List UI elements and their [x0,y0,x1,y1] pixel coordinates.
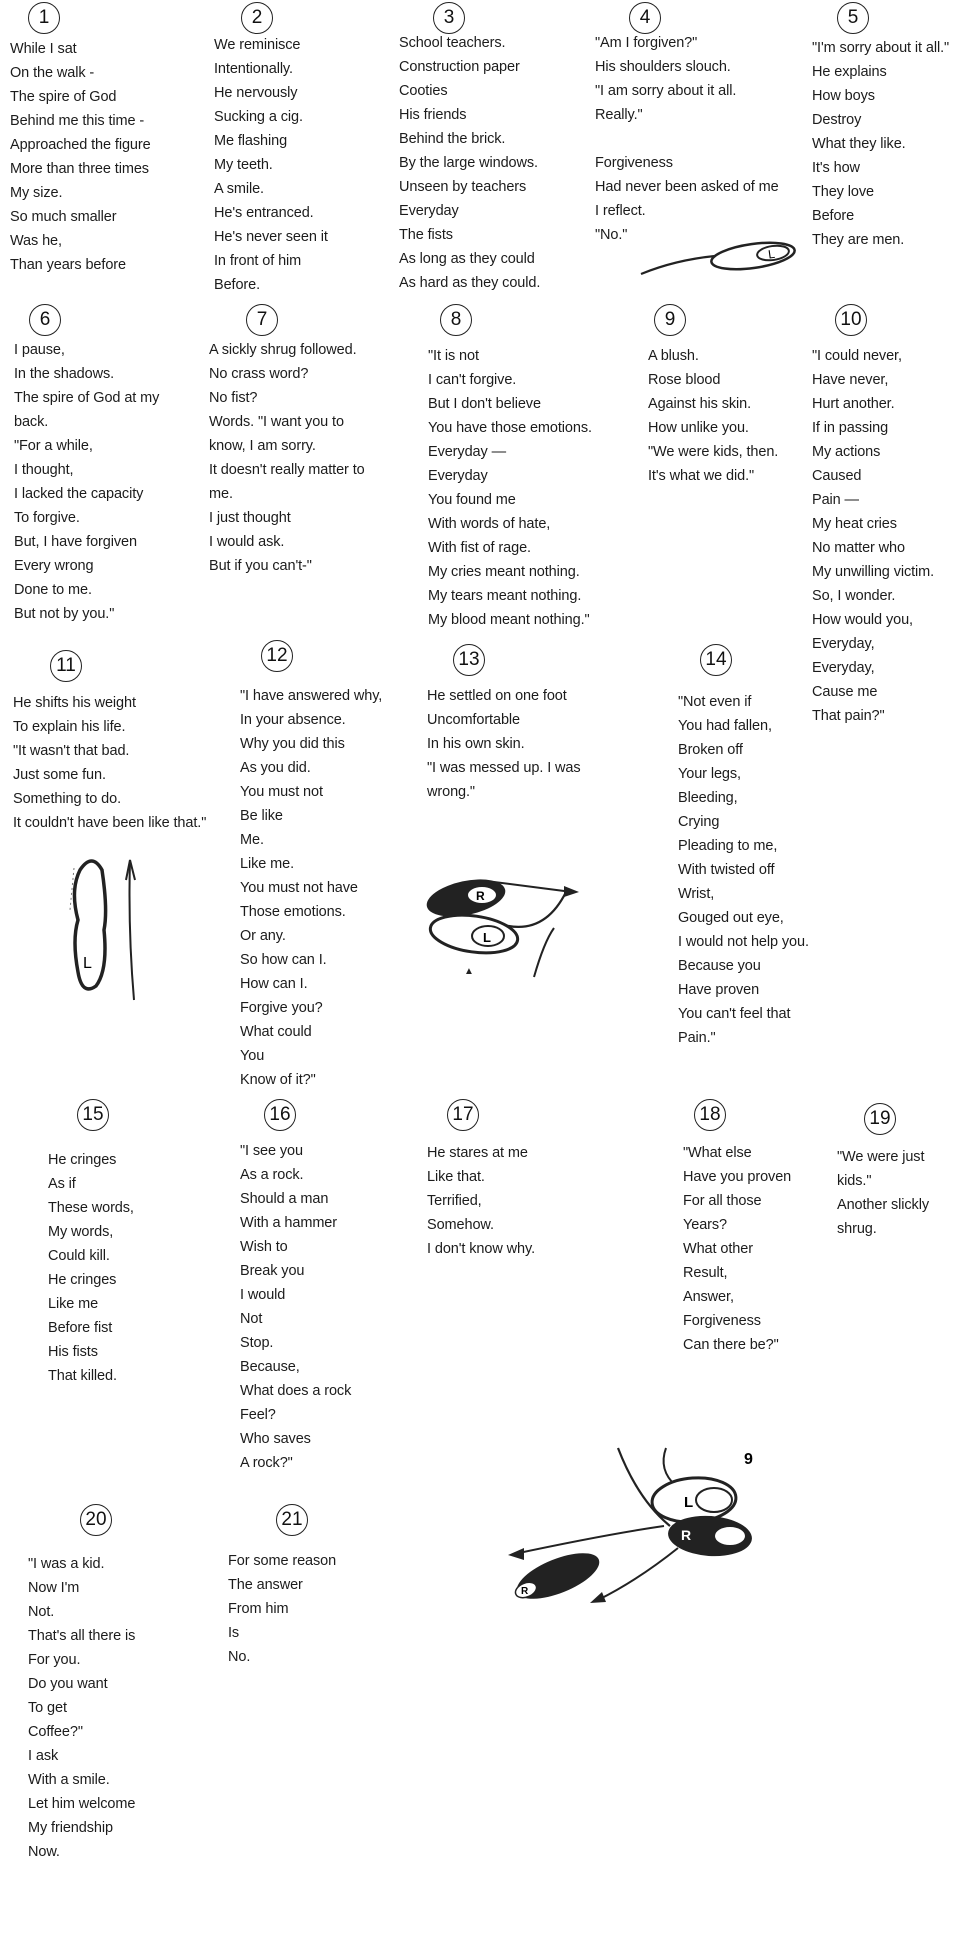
poem-line: He cringes [48,1272,117,1288]
poem-line: I would not help you. [678,934,809,950]
poem-line: With a hammer [240,1215,337,1231]
poem-line: Have never, [812,372,889,388]
poem-line: Years? [683,1217,728,1233]
poem-line: Let him welcome [28,1796,136,1812]
stanza-lines [14,338,184,626]
stanza-8 [428,304,608,628]
poem-line: How unlike you. [648,420,749,436]
poem-line: That's all there is [28,1628,136,1644]
poem-line: No. [228,1649,251,1665]
poem-line: Everyday — [428,444,506,460]
poem-line: But, I have forgiven [14,534,137,550]
poem-line: Wrist, [678,886,715,902]
shoe-icon [511,1544,605,1608]
poem-line: The spire of God [10,89,117,105]
poem-line: Against his skin. [648,396,752,412]
poem-line: He settled on one foot [427,688,567,704]
stanza-5 [812,2,960,248]
stanza-9 [648,304,798,484]
poem-line: He's never seen it [214,229,328,245]
poem-line: For all those [683,1193,762,1209]
poem-line: Answer, [683,1289,734,1305]
poem-line: His fists [48,1344,98,1360]
poem-line: For some reason [228,1553,337,1569]
shoe-letter: L [767,246,776,262]
poem-line: In his own skin. [427,736,525,752]
poem-line: Can there be?" [683,1337,779,1353]
poem-line: In front of him [214,253,302,269]
stanza-14 [678,644,838,1046]
poem-line: We reminisce [214,37,301,53]
poem-line: "Not even if [678,694,752,710]
poem-line: While I sat [10,41,77,57]
stanza-6 [14,304,184,622]
poem-line: What other [683,1241,753,1257]
poem-line: No matter who [812,540,905,556]
poem-line: But if you can't-" [209,558,312,574]
poem-line: Before. [214,277,261,293]
poem-line: "What else [683,1145,752,1161]
stanza-number-7: 7 [246,304,278,336]
poem-line: "I was a kid. [28,1556,105,1572]
poem-line: For you. [28,1652,81,1668]
poem-line: I reflect. [595,203,646,219]
stanza-2 [214,2,384,293]
poem-line: My unwilling victim. [812,564,935,580]
poem-line: I would ask. [209,534,285,550]
poem-line: But not by you." [14,606,115,622]
poem-line: I just thought [209,510,291,526]
poem-line: Pleading to me, [678,838,778,854]
poem-line: Done to me. [14,582,92,598]
stanza-number-21: 21 [276,1504,308,1536]
poem-line: Everyday [428,468,488,484]
stanza-lines [13,691,206,835]
stanza-1 [10,2,185,273]
stanza-17 [427,1099,597,1257]
stanza-number-15: 15 [77,1099,109,1131]
poem-line: You have those emotions. [428,420,592,436]
poem-line: He cringes [48,1152,117,1168]
stanza-lines [240,684,382,1092]
poem-line: The fists [399,227,453,243]
stanza-number-6: 6 [29,304,61,336]
poem-line: "I am sorry about it all. [595,83,737,99]
stanza-number-12: 12 [261,640,293,672]
poem-line: Have proven [678,982,760,998]
poem-line: They love [812,184,874,200]
poem-line: Coffee?" [28,1724,83,1740]
stanza-lines [399,31,540,295]
poem-line: More than three times [10,161,149,177]
poem-line: In the shadows. [14,366,115,382]
poem-line: With twisted off [678,862,775,878]
poem-line: I pause, [14,342,65,358]
poem-line: Everyday [399,203,459,219]
poem-line: You [240,1048,265,1064]
poem-line: Pain — [812,492,859,508]
poem-line: Is [228,1625,240,1641]
stanza-lines [240,1139,351,1475]
stanza-lines [837,1145,947,1241]
poem-line: A rock?" [240,1455,293,1471]
stanza-number-11: 11 [50,650,82,682]
poem-line: "No." [595,227,628,243]
poem-line: "I was messed up. I was wrong." [427,760,581,800]
poem-line: In your absence. [240,712,346,728]
shoe-letter: L [83,955,92,972]
stanza-20 [28,1504,178,1860]
poem-line: It's what we did." [648,468,755,484]
poem-line: How would you, [812,612,913,628]
poem-line: Before fist [48,1320,113,1336]
poem-line: My heat cries [812,516,897,532]
poem-line: Had never been asked of me [595,179,779,195]
poem-line: My teeth. [214,157,273,173]
poem-line: Caused [812,468,862,484]
poem-line: I would [240,1287,286,1303]
poem-line: He nervously [214,85,298,101]
stanza-19 [837,1103,947,1237]
poem-line: To explain his life. [13,719,126,735]
shoe-letter: R [476,889,485,903]
poem-line: Be like [240,808,283,824]
poem-line: Feel? [240,1407,276,1423]
poem-line: How boys [812,88,875,104]
poem-line: He explains [812,64,887,80]
poem-line: That killed. [48,1368,117,1384]
poem-line: Every wrong [14,558,94,574]
poem-line: To forgive. [14,510,80,526]
poem-line: My blood meant nothing." [428,612,590,628]
poem-line: Forgive you? [240,1000,323,1016]
poem-line: From him [228,1601,289,1617]
stanza-number-1: 1 [28,2,60,34]
poem-line: A sickly shrug followed. [209,342,357,358]
poem-line: A smile. [214,181,264,197]
poem-line: Destroy [812,112,862,128]
poem-line: As long as they could [399,251,535,267]
poem-line: What they like. [812,136,906,152]
poem-line: Have you proven [683,1169,792,1185]
stanza-number-18: 18 [694,1099,726,1131]
poem-line: He's entranced. [214,205,314,221]
poem-line: Uncomfortable [427,712,520,728]
poem-line: What does a rock [240,1383,352,1399]
poem-line [595,127,779,151]
poem-line: So how can I. [240,952,327,968]
poem-line: Now. [28,1844,60,1860]
poem-line: "I see you [240,1143,303,1159]
poem-line: If in passing [812,420,889,436]
poem-line: "We were kids, then. [648,444,779,460]
poem-line: My friendship [28,1820,113,1836]
poem-line: It's how [812,160,860,176]
shoe-letter: R [521,1586,529,1597]
poem-line: I can't forgive. [428,372,517,388]
poem-line: Really." [595,107,643,123]
stanza-number-3: 3 [433,2,465,34]
poem-line: With fist of rage. [428,540,531,556]
poem-line: Hurt another. [812,396,895,412]
poem-line: No fist? [209,390,258,406]
poem-line: Crying [678,814,720,830]
stanza-number-9: 9 [654,304,686,336]
poem-line: Terrified, [427,1193,482,1209]
poem-line: A blush. [648,348,699,364]
shoe-letter: L [483,930,491,945]
stanza-11 [13,650,233,831]
poem-line: Everyday, [812,660,875,676]
poem-line: Me. [240,832,264,848]
poem-line: Like me. [240,856,294,872]
poem-line: Like me [48,1296,99,1312]
poem-line: You must not [240,784,323,800]
stanza-lines [228,1549,336,1669]
poem-line: As you did. [240,760,311,776]
poem-line: "I could never, [812,348,902,364]
shoe-sketch-3 [404,862,594,982]
stanza-13 [427,644,592,800]
poem-line: Should a man [240,1191,329,1207]
stanza-number-10: 10 [835,304,867,336]
poem-line: Could kill. [48,1248,110,1264]
stanza-lines [595,31,779,247]
poem-line: But I don't believe [428,396,541,412]
stanza-4 [595,2,795,243]
poem-line: Do you want [28,1676,108,1692]
poem-line: My words, [48,1224,114,1240]
poem-line: Forgiveness [595,155,673,171]
poem-line: Another slickly shrug. [837,1197,929,1237]
stanza-lines [812,36,949,252]
poem-line: School teachers. [399,35,506,51]
poem-line: I don't know why. [427,1241,535,1257]
poem-line: "We were just kids." [837,1149,925,1189]
poem-line: I thought, [14,462,74,478]
stanza-lines [427,684,592,804]
poem-line: To get [28,1700,67,1716]
poem-line: Now I'm [28,1580,80,1596]
stanza-number-19: 19 [864,1103,896,1135]
poem-line: Somehow. [427,1217,494,1233]
stanza-lines [28,1552,135,1864]
poem-line: My tears meant nothing. [428,588,582,604]
poem-line: Behind the brick. [399,131,506,147]
poem-line: Forgiveness [683,1313,761,1329]
stanza-number-16: 16 [264,1099,296,1131]
stanza-lines [10,37,151,277]
poem-line: Approached the figure [10,137,151,153]
poem-line: So much smaller [10,209,117,225]
poem-line: By the large windows. [399,155,538,171]
stanza-21 [228,1504,378,1665]
poem-line: "It is not [428,348,479,364]
poem-line: Not [240,1311,263,1327]
stanza-15 [48,1099,198,1384]
poem-line: "Am I forgiven?" [595,35,698,51]
poem-line: Because, [240,1359,300,1375]
poem-line: I lacked the capacity [14,486,144,502]
poem-line: What could [240,1024,312,1040]
poem-line: Something to do. [13,791,122,807]
stanza-lines [427,1141,535,1261]
poem-line: My cries meant nothing. [428,564,580,580]
stanza-number-13: 13 [453,644,485,676]
poem-line: Why you did this [240,736,345,752]
poem-line: Than years before [10,257,126,273]
stanza-16 [240,1099,390,1471]
poem-line: Everyday, [812,636,875,652]
poem-line: His friends [399,107,467,123]
shoe-sketch-1 [635,234,807,290]
poem-line: Me flashing [214,133,288,149]
stanza-lines [648,344,778,488]
shoe-sketch-2 [62,850,152,1005]
poem-line: Or any. [240,928,286,944]
stanza-number-14: 14 [700,644,732,676]
stanza-lines [48,1148,134,1388]
poem-line: He stares at me [427,1145,528,1161]
poem-line: Who saves [240,1431,311,1447]
poem-line: Just some fun. [13,767,106,783]
poem-line: As a rock. [240,1167,304,1183]
poem-line: Those emotions. [240,904,346,920]
poem-line: Was he, [10,233,62,249]
sketch-number-label: 9 [744,1451,753,1468]
poem-line: "I have answered why, [240,688,383,704]
poem-line: You must not have [240,880,358,896]
stanza-12 [240,640,400,1088]
poem-line: Not. [28,1604,55,1620]
poem-line: Unseen by teachers [399,179,527,195]
poem-line: My actions [812,444,881,460]
poem-line: No crass word? [209,366,309,382]
stanza-number-2: 2 [241,2,273,34]
poem-line: "It wasn't that bad. [13,743,130,759]
poem-line: Behind me this time - [10,113,145,129]
stanza-3 [399,2,579,291]
poem-line: Your legs, [678,766,741,782]
stanza-18 [683,1099,833,1353]
poem-line: Stop. [240,1335,274,1351]
svg-text:▲: ▲ [464,966,474,977]
poem-line: Know of it?" [240,1072,316,1088]
poem-line: His shoulders slouch. [595,59,731,75]
poem-line: The spire of God at my back. [14,390,160,430]
shoe-sketch-4 [488,1430,793,1645]
poem-line: Wish to [240,1239,288,1255]
stanza-lines [209,338,369,578]
shoe-letter: L [684,1494,694,1511]
poem-line: It couldn't have been like that." [13,815,207,831]
poem-line: "I'm sorry about it all." [812,40,950,56]
poem-line: How can I. [240,976,308,992]
poem-line: Before [812,208,855,224]
poem-line: Break you [240,1263,305,1279]
stanza-number-17: 17 [447,1099,479,1131]
poem-line: Cooties [399,83,448,99]
poem-line: Bleeding, [678,790,738,806]
poem-line: These words, [48,1200,134,1216]
poem-line: Gouged out eye, [678,910,784,926]
poem-line: With words of hate, [428,516,551,532]
poem-line: Like that. [427,1169,485,1185]
poem-line: You can't feel that [678,1006,791,1022]
stanza-number-4: 4 [629,2,661,34]
stanza-10 [812,304,960,724]
poem-line: Broken off [678,742,743,758]
poem-line: Cause me [812,684,878,700]
poem-line: With a smile. [28,1772,110,1788]
poem-line: As hard as they could. [399,275,541,291]
shoe-letter: R [681,1527,692,1543]
stanza-lines [678,690,809,1050]
poem-line: As if [48,1176,76,1192]
stanza-number-8: 8 [440,304,472,336]
stanza-number-5: 5 [837,2,869,34]
stanza-lines [214,33,328,297]
poem-line: On the walk - [10,65,95,81]
poem-line: Result, [683,1265,728,1281]
poem-line: "For a while, [14,438,93,454]
poem-line: You had fallen, [678,718,772,734]
stanza-7 [209,304,369,574]
poem-line: I ask [28,1748,59,1764]
poem-line: Construction paper [399,59,520,75]
poem-line: You found me [428,492,516,508]
stanza-lines [428,344,592,632]
stanza-lines [683,1141,791,1357]
poem-line: He shifts his weight [13,695,136,711]
poem-line: Sucking a cig. [214,109,303,125]
poem-line: Intentionally. [214,61,293,77]
poem-line: It doesn't really matter to me. [209,462,365,502]
poem-line: They are men. [812,232,905,248]
poem-line: So, I wonder. [812,588,896,604]
poem-line: My size. [10,185,63,201]
poem-line: Words. "I want you to know, I am sorry. [209,414,344,454]
stanza-number-20: 20 [80,1504,112,1536]
poem-line: The answer [228,1577,303,1593]
poem-line: That pain?" [812,708,885,724]
poem-line: Rose blood [648,372,721,388]
poem-line: Pain." [678,1030,716,1046]
poem-line: Because you [678,958,761,974]
